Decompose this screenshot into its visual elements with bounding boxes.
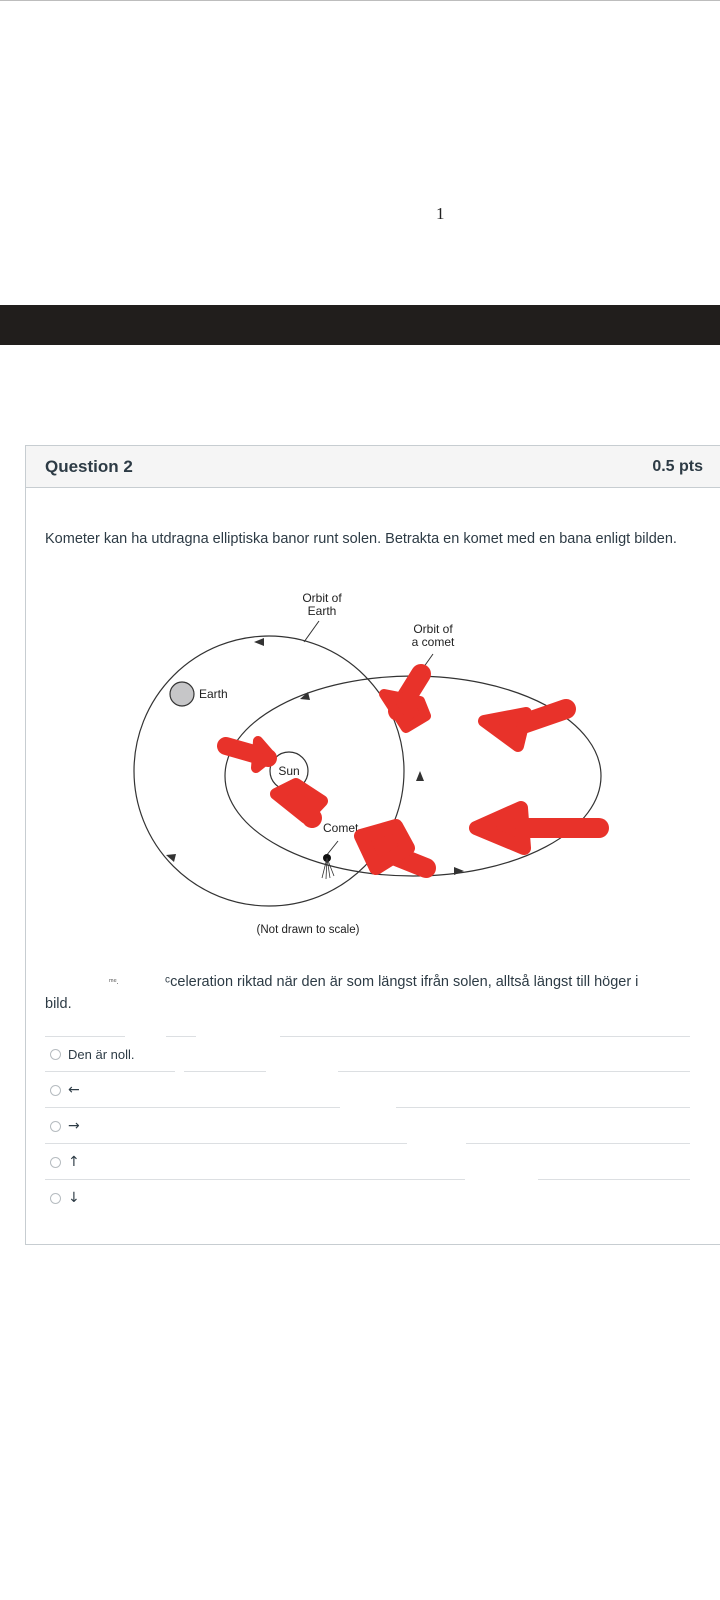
earth-orbit bbox=[134, 636, 404, 906]
prompt-fragment-3: bild. bbox=[45, 996, 72, 1012]
label-sun: Sun bbox=[278, 764, 300, 778]
left-arrow-icon: ← bbox=[68, 1082, 80, 1098]
annotation-arrow-icon bbox=[384, 694, 426, 728]
radio-button[interactable] bbox=[50, 1193, 61, 1204]
answer-option-4[interactable] bbox=[50, 1144, 80, 1180]
prompt-fragment-1: ᵐᵉ. bbox=[109, 977, 119, 986]
radio-button[interactable] bbox=[50, 1157, 61, 1168]
answer-option-2[interactable] bbox=[50, 1072, 80, 1108]
answer-divider bbox=[280, 1036, 690, 1037]
question-header bbox=[26, 446, 720, 488]
answer-divider bbox=[466, 1143, 690, 1144]
label-orbit-earth-2: Earth bbox=[307, 604, 337, 618]
comet-orbit-arrow-icon bbox=[454, 867, 464, 875]
question-points: 0.5 pts bbox=[652, 458, 703, 475]
comet-orbit-arrow-icon bbox=[416, 771, 424, 781]
figure-caption: (Not drawn to scale) bbox=[256, 924, 360, 936]
label-orbit-comet-2: a comet bbox=[411, 635, 455, 649]
right-arrow-icon: → bbox=[68, 1118, 80, 1134]
card-bottom-border bbox=[25, 1244, 555, 1245]
earth-icon bbox=[170, 682, 194, 706]
earth-label-pointer bbox=[304, 621, 319, 642]
radio-button[interactable] bbox=[50, 1121, 61, 1132]
label-comet: Comet bbox=[323, 821, 359, 835]
radio-button[interactable] bbox=[50, 1085, 61, 1096]
annotation-arrow-icon bbox=[256, 741, 271, 768]
answer-divider bbox=[45, 1143, 407, 1144]
label-orbit-comet-1: Orbit of bbox=[413, 622, 453, 636]
answer-divider bbox=[396, 1107, 690, 1108]
answer-divider bbox=[45, 1107, 340, 1108]
answer-label: Den är noll. bbox=[68, 1046, 135, 1062]
down-arrow-icon: ↓ bbox=[68, 1190, 80, 1206]
black-band bbox=[0, 305, 720, 345]
prompt-fragment-2: ᶜceleration riktad när den är som längst ifrån solen, alltså längst till höger i bbox=[165, 974, 639, 990]
annotation-arrow-icon bbox=[484, 713, 526, 746]
orbit-figure bbox=[126, 586, 646, 956]
earth-orbit-arrow-icon bbox=[254, 638, 264, 646]
answer-divider bbox=[338, 1071, 690, 1072]
answer-option-5[interactable] bbox=[50, 1180, 80, 1216]
orbit-diagram bbox=[126, 586, 646, 956]
annotation-arrow-icon bbox=[476, 808, 524, 848]
answer-divider bbox=[538, 1179, 690, 1180]
label-orbit-earth-1: Orbit of bbox=[302, 591, 342, 605]
annotation-arrow-icon bbox=[276, 784, 322, 818]
question-card bbox=[25, 445, 720, 1245]
card-bottom-border bbox=[650, 1244, 720, 1245]
answer-divider bbox=[166, 1036, 196, 1037]
comet-tail-icon bbox=[322, 858, 334, 879]
label-earth: Earth bbox=[199, 687, 228, 701]
answer-option-1[interactable] bbox=[50, 1036, 134, 1072]
top-rule bbox=[0, 0, 720, 1]
question-text: Kometer kan ha utdragna elliptiska banor runt solen. Betrakta en komet med en bana enligt bilden. bbox=[45, 531, 677, 547]
comet-label-pointer bbox=[326, 841, 338, 856]
radio-button[interactable] bbox=[50, 1049, 61, 1060]
answer-option-3[interactable] bbox=[50, 1108, 80, 1144]
up-arrow-icon: ↑ bbox=[68, 1154, 80, 1170]
answer-divider bbox=[45, 1179, 465, 1180]
answer-divider bbox=[184, 1071, 266, 1072]
question-title: Question 2 bbox=[45, 457, 133, 476]
page-number: 1 bbox=[436, 204, 445, 223]
